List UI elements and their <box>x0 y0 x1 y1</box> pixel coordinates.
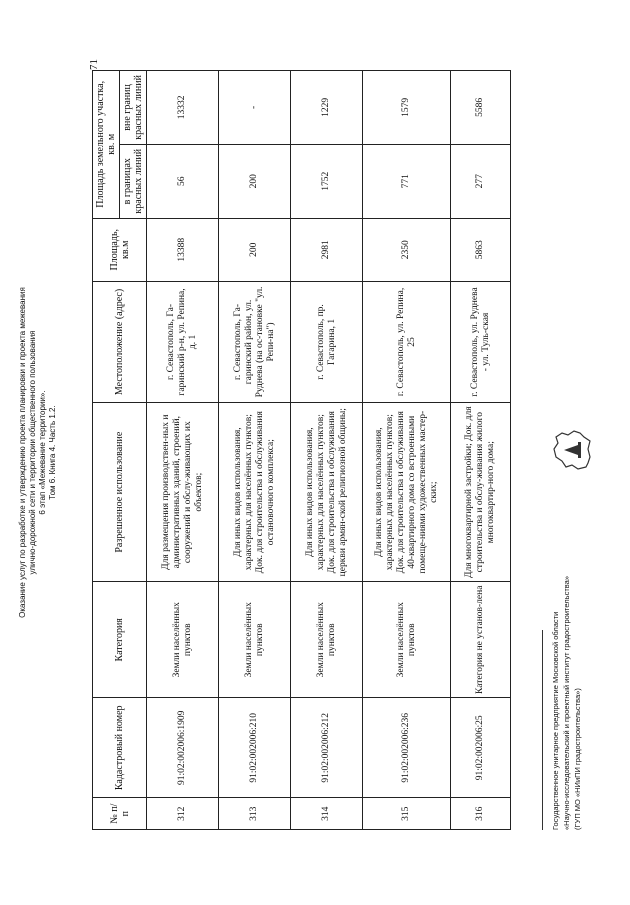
table-row <box>451 71 511 830</box>
cell-out-red: 13332 <box>147 71 219 145</box>
cell-category: Земли населённых пунктов <box>291 582 363 698</box>
header-area: Площадь, кв.м <box>93 218 147 281</box>
cell-area: 2981 <box>291 218 363 281</box>
cell-num: 314 <box>291 798 363 830</box>
cell-cadastral: 91:02:002006:25 <box>451 698 511 798</box>
table-row <box>147 71 219 830</box>
header-cadastral: Кадастровый номер <box>93 698 147 798</box>
cell-area: 2350 <box>363 218 451 281</box>
footer-line-1: Государственное унитарное предприятие Московской области <box>551 611 560 830</box>
cell-out-red: - <box>219 71 291 145</box>
cell-in-red: 277 <box>451 144 511 218</box>
cell-cadastral: 91:02:002006:1909 <box>147 698 219 798</box>
cell-in-red: 1752 <box>291 144 363 218</box>
cell-cadastral: 91:02:002006:210 <box>219 698 291 798</box>
cell-location: г. Севастополь, Га-гаринский р-н, ул. Репина, д. 1 <box>147 281 219 402</box>
land-plots-table <box>92 70 511 830</box>
cell-permitted-use: Для многоквартирной застройки; Док. для строительства и обслу-живания жилого многоквартир-ного дома; <box>451 403 511 582</box>
cell-permitted-use: Для иных видов использования, характерных для населённых пунктов; Док. для строительства и обслуживания остановочного комплекса; <box>219 403 291 582</box>
page-number: 71 <box>88 59 100 70</box>
cell-category: Земли населённых пунктов <box>147 582 219 698</box>
header-line-2: улично-дорожной сети и территории общественного пользования <box>28 330 37 575</box>
cell-in-red: 200 <box>219 144 291 218</box>
cell-num: 312 <box>147 798 219 830</box>
footer <box>550 210 583 830</box>
header-line-1: Оказание услуг по разработке и утверждению проекта планировки и проекта межевания <box>18 287 27 618</box>
cell-category: Земли населённых пунктов <box>219 582 291 698</box>
cell-area: 13388 <box>147 218 219 281</box>
footer-line-3: (ГУП МО «НИиПИ градостроительства») <box>573 688 582 830</box>
footer-line-2: «Научно-исследовательский и проектный институт градостроительства» <box>562 576 571 830</box>
cell-out-red: 1579 <box>363 71 451 145</box>
header-in-red-lines: в границах красных линий <box>120 144 147 218</box>
footer-divider <box>542 630 543 830</box>
cell-category: Категория не установ-лена <box>451 582 511 698</box>
header-category: Категория <box>93 582 147 698</box>
cell-location: г. Севастополь, ул. Репина, 25 <box>363 281 451 402</box>
cell-permitted-use: Для иных видов использования, характерных для населённых пунктов; Док. для строительства и обслуживания церкви армян-ской религиозной общины; <box>291 403 363 582</box>
institute-logo <box>548 425 596 475</box>
cell-area: 5863 <box>451 218 511 281</box>
cell-num: 316 <box>451 798 511 830</box>
cell-cadastral: 91:02:002006:212 <box>291 698 363 798</box>
cell-permitted-use: Для иных видов использования, характерных для населённых пунктов; Док. для строительства и обслуживания 40-квартирного дома со встроенными помеще-ниями художественных мастер-ских; <box>363 403 451 582</box>
header-line-3: 6 этап «Межевание территории». <box>38 390 47 515</box>
cell-num: 313 <box>219 798 291 830</box>
cell-out-red: 1229 <box>291 71 363 145</box>
cell-category: Земли населённых пунктов <box>363 582 451 698</box>
cell-location: г. Севастополь, пр. Гагарина, 1 <box>291 281 363 402</box>
header-line-4: Том 6. Книга 4. Часть 1.2. <box>48 405 57 500</box>
header-permitted-use: Разрешенное использование <box>93 403 147 582</box>
header-num: № п/п <box>93 798 147 830</box>
cell-in-red: 771 <box>363 144 451 218</box>
header-location: Местоположение (адрес) <box>93 281 147 402</box>
cell-out-red: 5586 <box>451 71 511 145</box>
table-row <box>363 71 451 830</box>
cell-area: 200 <box>219 218 291 281</box>
table-row <box>219 71 291 830</box>
cell-in-red: 56 <box>147 144 219 218</box>
header-out-red-lines: вне границ красных линий <box>120 71 147 145</box>
table-row <box>291 71 363 830</box>
cell-location: г. Севастополь, Га-гаринский район, ул. Руднева (на ос-тановке "ул. Репи-на") <box>219 281 291 402</box>
header-land-area: Площадь земельного участка, кв. м <box>93 71 120 219</box>
cell-num: 315 <box>363 798 451 830</box>
cell-permitted-use: Для размещения производствен-ных и административных зданий, строений, сооружений и обслу-живающих их объектов; <box>147 403 219 582</box>
cell-location: г. Севастополь, ул. Руднева - ул. Туль-ская <box>451 281 511 402</box>
cell-cadastral: 91:02:002006:236 <box>363 698 451 798</box>
